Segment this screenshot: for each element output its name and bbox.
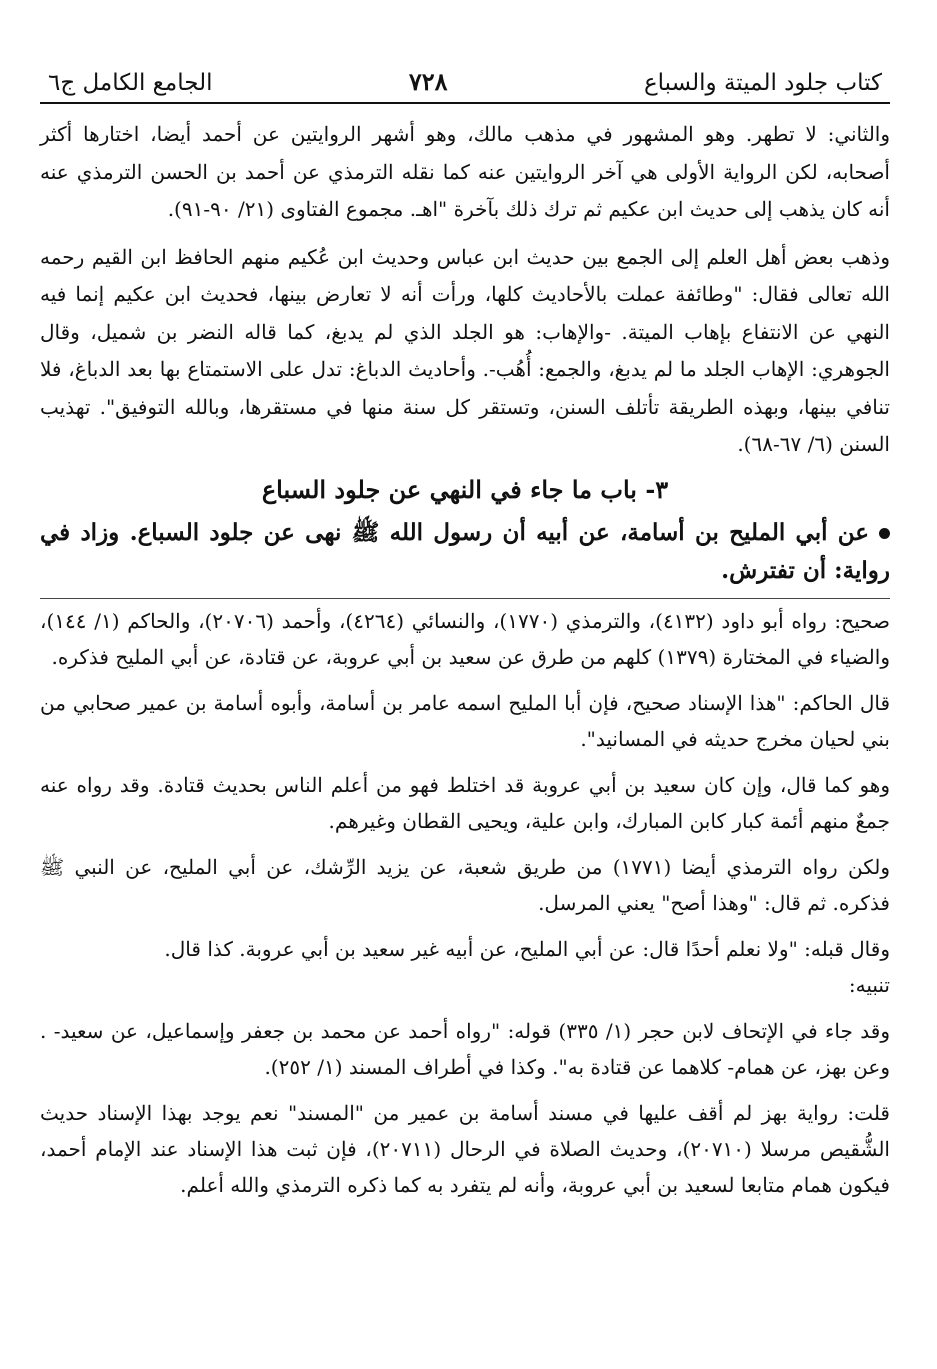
paragraph-takhrij: صحيح: رواه أبو داود (٤١٣٢)، والترمذي (١٧٧٠)، والنسائي (٤٢٦٤)، وأحمد (٢٠٧٠٦)، والحاكم (١/ ١٤٤)، والضياء في المختارة (١٣٧٩) كلهم من طرق عن سعيد بن أبي عروبة، عن قتادة، عن أبي المليح فذكره. [40,608,890,669]
paragraph-hakim: قال الحاكم: "هذا الإسناد صحيح، فإن أبا المليح اسمه عامر بن أسامة، وأبوه أسامة بن عمير صحابي من بني لحيان مخرج حديثه في المسانيد". [40,690,890,751]
page [40,56,890,1203]
page-number: ٧٢٨ [408,67,448,96]
paragraph-ibn-qayyim: وذهب بعض أهل العلم إلى الجمع بين حديث ابن عباس وحديث ابن عُكيم منهم الحافظ ابن القيم رحمه الله تعالى فقال: "وطائفة عملت بالأحاديث كلها، ورأت أنه لا تعارض بينها، فحديث ابن عكيم إنما فيه النهي عن الانتفاع بإهاب الميتة. -والإهاب: هو الجلد الذي لم يدبغ، كما قاله النضر بن شميل، وقال الجوهري: الإهاب الجلد ما لم يدبغ، والجمع: أُهُب-. وأحاديث الدباغ: تدل على الاستمتاع بها بعد الدباغ، فلا تنافي بينها، وبهذه الطريقة تأتلف السنن، وتستقر كل سنة منها في مستقرها، وبالله التوفيق". تهذيب السنن (٦/ ٦٧-٦٨). [40,244,891,456]
header-volume-title: الجامع الكامل ج٦ [48,70,213,96]
paragraph-tirmidhi-note: وقال قبله: "ولا نعلم أحدًا قال: عن أبي المليح، عن أبيه غير سعيد بن أبي عروبة. كذا قال. [164,936,890,961]
paragraph-tirmidhi-mursal: ولكن رواه الترمذي أيضا (١٧٧١) من طريق شعبة، عن يزيد الرِّشك، عن أبي المليح، عن النبي ﷺ فذكره. ثم قال: "وهذا أصح" يعني المرسل. [40,854,890,915]
header-book-title: كتاب جلود الميتة والسباع [643,70,882,96]
hadith-text [40,514,890,590]
paragraph-qultu: قلت: رواية بهز لم أقف عليها في مسند أسامة بن عمير من "المسند" نعم يوجد بهذا الإسناد حديث الشُّقيص مرسلا (٢٠٧١٠)، وحديث الصلاة في الرحال (٢٠٧١١)، فإن ثبت هذا الإسناد عند الإمام أحمد، فيكون همام متابعا لسعيد بن أبي عروبة، وأنه لم يتفرد به كما ذكره الترمذي والله أعلم. [40,1100,890,1197]
hadith-body: عن أبي المليح بن أسامة، عن أبيه أن رسول الله ﷺ نهى عن جلود السباع. وزاد في رواية: أن تفترش. [40,518,890,584]
paragraph-tahir-opinion: والثاني: لا تطهر. وهو المشهور في مذهب مالك، وهو أشهر الروايتين عن أحمد أيضا، اختارها أكثر أصحابه، لكن الرواية الأولى هي آخر الروايتين عنه كما نقله الترمذي عن أحمد بن الحسن الترمذي عنه أنه كان يذهب إلى حديث ابن عكيم ثم ترك ذلك بآخرة "اهـ. مجموع الفتاوى (٢١/ ٩٠-٩١). [40,122,890,221]
takhrij-section [40,598,890,1203]
paragraph-saeed: وهو كما قال، وإن كان سعيد بن أبي عروبة قد اختلط فهو من أعلم الناس بحديث قتادة. وقد رواه عنه جمعٌ منهم أئمة كبار كابن المبارك، وابن علية، ويحيى القطان وغيرهم. [40,772,890,833]
paragraph-ithaf: وقد جاء في الإتحاف لابن حجر (١/ ٣٣٥) قوله: "رواه أحمد عن محمد بن جعفر وإسماعيل، عن سعيد- . وعن بهز، عن همام- كلاهما عن قتادة به". وكذا في أطراف المسند (١/ ٢٥٢). [40,1018,890,1079]
chapter-title: ٣- باب ما جاء في النهي عن جلود السباع [261,474,669,504]
running-header [40,56,890,104]
bullet-icon [879,528,890,539]
paragraph-tanbih-label: تنبيه: [848,972,890,997]
